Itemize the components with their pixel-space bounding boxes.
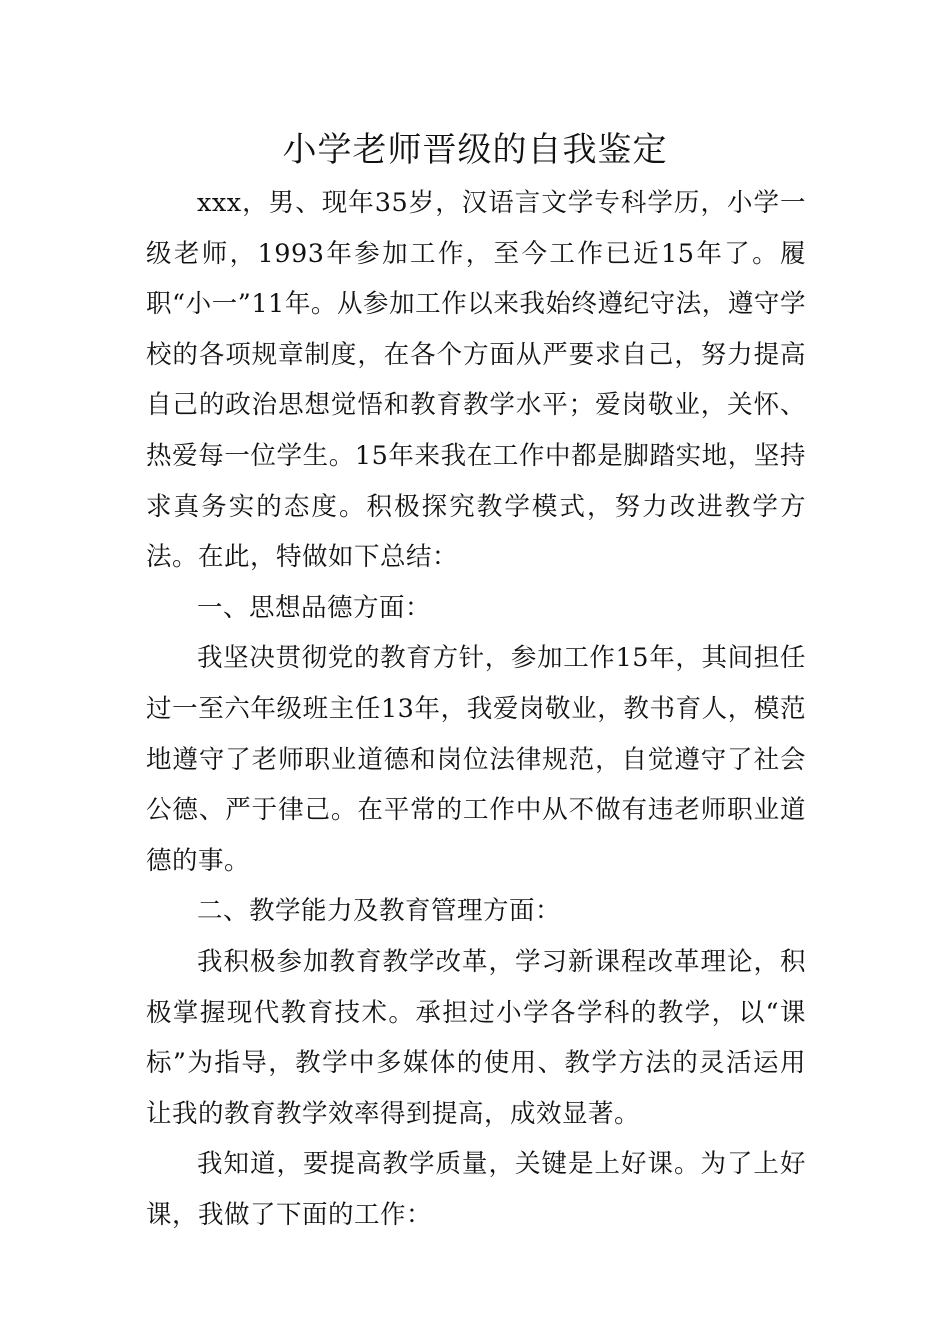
document-body <box>146 178 806 1240</box>
paragraph-intro: xxx，男、现年35岁，汉语言文学专科学历，小学一级老师，1993年参加工作，至今工作已近15年了。履职“小一”11年。从参加工作以来我始终遵纪守法，遵守学校的各项规章制度，在各个方面从严要求自己，努力提高自己的政治思想觉悟和教育教学水平；爱岗敬业，关怀、热爱每一位学生。15年来我在工作中都是脚踏实地，坚持求真务实的态度。积极探究教学模式，努力改进教学方法。在此，特做如下总结： <box>146 188 806 573</box>
document-title: 小学老师晋级的自我鉴定 <box>282 130 668 170</box>
paragraph-ideology: 我坚决贯彻党的教育方针，参加工作15年，其间担任过一至六年级班主任13年，我爱岗敬业，教书育人，模范地遵守了老师职业道德和岗位法律规范，自觉遵守了社会公德、严于律己。在平常的工作中从不做有违老师职业道德的事。 <box>146 643 806 876</box>
paragraph-teaching-quality: 我知道，要提高教学质量，关键是上好课。为了上好课，我做了下面的工作： <box>146 1149 806 1230</box>
paragraph-teaching-reform: 我积极参加教育教学改革，学习新课程改革理论，积极掌握现代教育技术。承担过小学各学科的教学，以“课标”为指导，教学中多媒体的使用、教学方法的灵活运用让我的教育教学效率得到提高，成效显著。 <box>146 946 806 1129</box>
section-heading-ideology: 一、思想品德方面： <box>197 592 432 623</box>
section-heading-teaching: 二、教学能力及教育管理方面： <box>197 896 562 927</box>
